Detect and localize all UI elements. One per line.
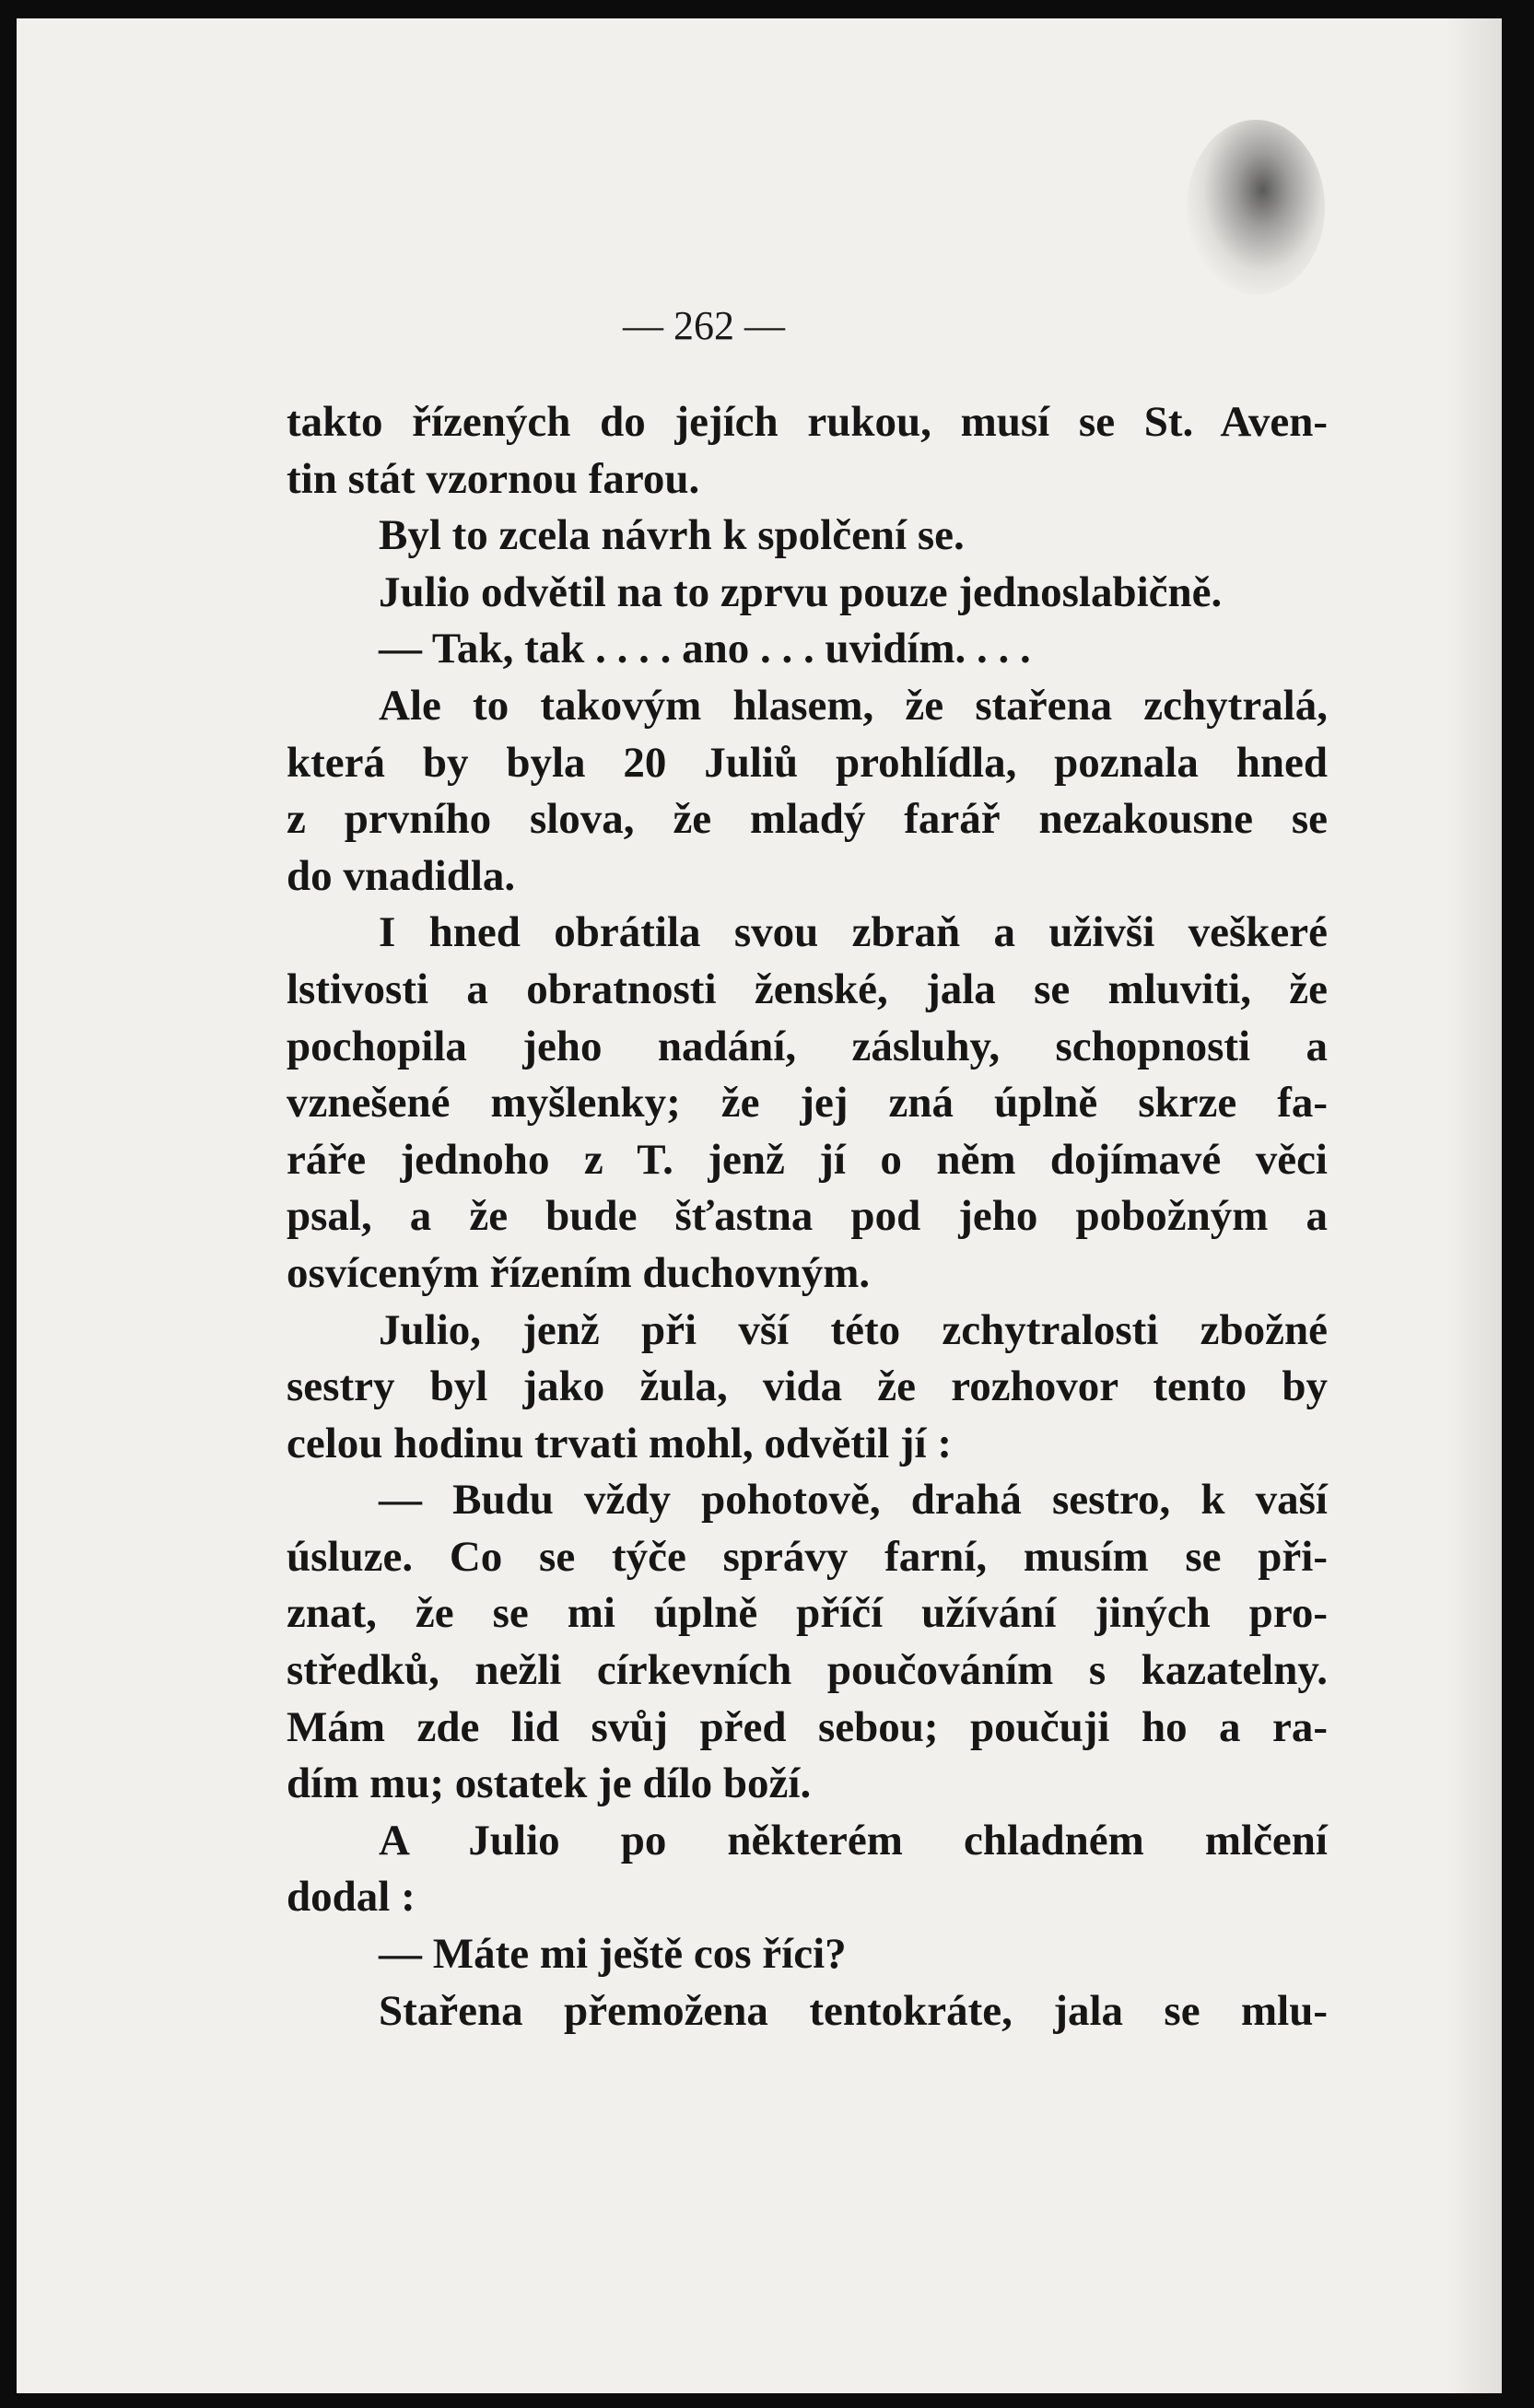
text-line: osvíceným řízením duchovným.	[287, 1248, 871, 1297]
text-line: A Julio po některém chladném mlčení	[379, 1816, 1328, 1864]
text-line: psal, a že bude šťastna pod jeho pobožným a	[287, 1192, 1328, 1241]
text-line: Mám zde lid svůj před sebou; poučuji ho a ra-	[287, 1702, 1328, 1751]
text-line: sestry byl jako žula, vida že rozhovor tento by	[287, 1362, 1328, 1411]
text-line: úsluze. Co se týče správy farní, musím se při-	[287, 1532, 1328, 1581]
text-line: která by byla 20 Juliů prohlídla, poznala hned	[287, 738, 1328, 787]
text-line: takto řízených do jejích rukou, musí se St. Aven-	[287, 398, 1328, 446]
text-line: pochopila jeho nadání, zásluhy, schopnosti a	[287, 1022, 1328, 1070]
text-line: do vnadidla.	[287, 851, 516, 900]
text-line: z prvního slova, že mladý farář nezakousne se	[287, 795, 1328, 844]
text-line: — Máte mi ještě cos říci?	[379, 1930, 847, 1979]
text-line: znat, že se mi úplně příčí užívání jiných pro-	[287, 1589, 1328, 1638]
text-line: dodal :	[287, 1873, 416, 1922]
text-line: lstivosti a obratnosti ženské, jala se mluviti, že	[287, 964, 1328, 1013]
text-line: dím mu; ostatek je dílo boží.	[287, 1759, 812, 1808]
page-number: — 262 —	[623, 303, 785, 348]
text-line: Julio, jenž při vší této zchytralosti zbožné	[379, 1305, 1328, 1354]
text-line: — Budu vždy pohotově, drahá sestro, k vaší	[379, 1476, 1328, 1525]
text-line: Ale to takovým hlasem, že stařena zchytralá,	[379, 681, 1328, 730]
ink-stain	[1187, 120, 1325, 295]
text-line: I hned obrátila svou zbraň a uživši veškeré	[379, 908, 1328, 957]
text-line: vznešené myšlenky; že jej zná úplně skrze fa-	[287, 1079, 1328, 1128]
text-line: — Tak, tak . . . . ano . . . uvidím. . . .	[379, 625, 1031, 673]
text-line: tin stát vzornou farou.	[287, 454, 700, 503]
text-line: Byl to zcela návrh k spolčení se.	[379, 511, 965, 560]
text-line: středků, nežli církevních poučováním s kazatelny.	[287, 1646, 1328, 1695]
text-line: Julio odvětil na to zprvu pouze jednoslabičně.	[379, 567, 1223, 616]
text-line: celou hodinu trvati mohl, odvětil jí :	[287, 1419, 952, 1467]
text-line: ráře jednoho z T. jenž jí o něm dojímavé věci	[287, 1135, 1328, 1184]
text-line: Stařena přemožena tentokráte, jala se mlu-	[379, 1986, 1328, 2035]
body-text	[287, 394, 1328, 2040]
book-page	[17, 18, 1502, 2393]
